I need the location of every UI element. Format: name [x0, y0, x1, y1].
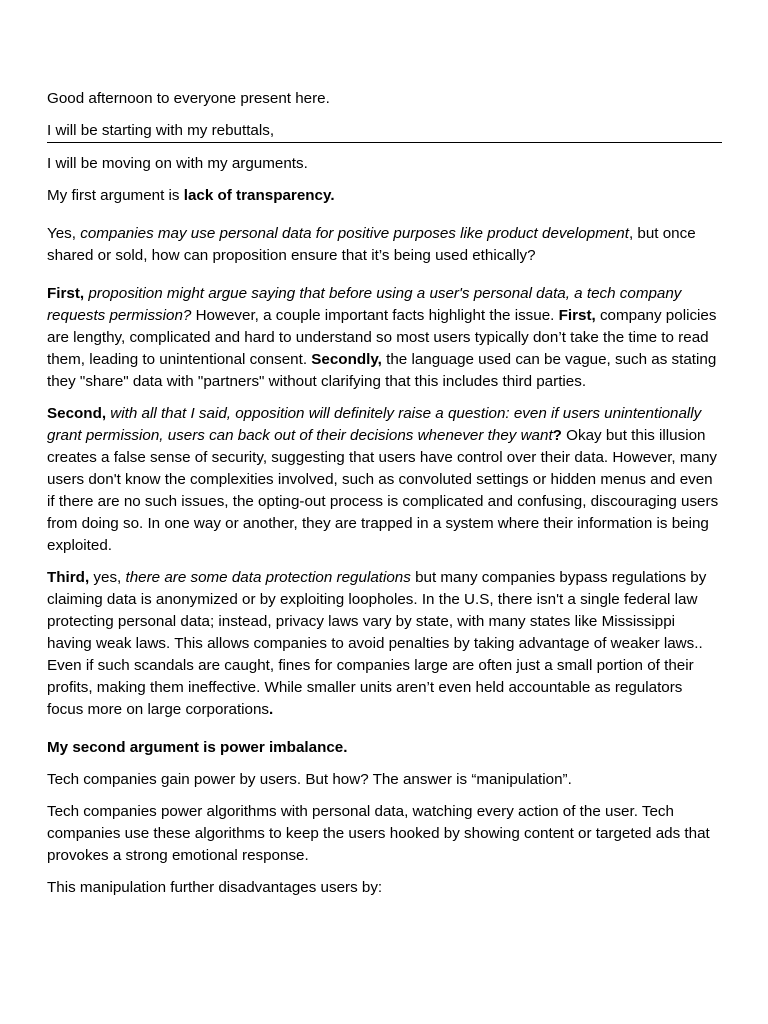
- rebuttals-paragraph: I will be starting with my rebuttals,: [47, 120, 722, 143]
- first-point-paragraph: [47, 283, 722, 393]
- first-argument-heading: [47, 185, 722, 207]
- yes-paragraph: [47, 223, 722, 267]
- second-argument-title: My second argument is power imbalance.: [47, 739, 348, 756]
- third-point-italic: there are some data protection regulations: [125, 569, 411, 586]
- second-point-question-mark: ?: [552, 427, 562, 444]
- yes-lead: Yes,: [47, 225, 81, 242]
- first-argument-lead: My first argument is: [47, 187, 184, 204]
- disadvantages-paragraph: This manipulation further disadvantages users by:: [47, 879, 383, 896]
- secondly-label: Secondly,: [311, 351, 382, 368]
- greeting-paragraph: Good afternoon to everyone present here.: [47, 90, 330, 107]
- second-point-italic: with all that I said, opposition will definitely raise a question: even if users unintentionally grant permission, users can back out of their decisions whenever they want: [47, 405, 702, 444]
- second-argument-heading: [47, 737, 722, 759]
- gain-power-paragraph: Tech companies gain power by users. But how? The answer is “manipulation”.: [47, 771, 572, 788]
- first-point-label: First,: [47, 285, 85, 302]
- first-point-italic: proposition might argue saying that before using a user's personal data, a tech company requests permission?: [47, 285, 682, 324]
- third-point-text-1: but many companies bypass regulations by claiming data is anonymized or by exploiting loopholes. In the U.S, there isn't a single federal law protecting personal data; instead, privacy laws vary by state, with many states like Mississippi having weak laws. This allows companies to avoid penalties by taking advantage of weaker laws.. Even if such scandals are caught, fines for companies large are often just a small portion of their profits, making them ineffective. While smaller units aren’t even held accountable as regulators focus more on large corporations: [47, 569, 707, 718]
- algorithms-paragraph: Tech companies power algorithms with personal data, watching every action of the user. Tech companies use these algorithms to keep the users hooked by showing content or targeted ads that provokes a strong emotional response.: [47, 803, 710, 864]
- document-page: [47, 88, 722, 899]
- second-point-label: Second,: [47, 405, 107, 422]
- third-point-period: .: [269, 701, 274, 718]
- third-point-label: Third,: [47, 569, 90, 586]
- first-point-text-2: company policies are lengthy, complicated and hard to understand so most users typically don’t take the time to read them, leading to unintentional consent.: [47, 307, 717, 368]
- third-point-text-0: yes,: [89, 569, 126, 586]
- arguments-intro-paragraph: I will be moving on with my arguments.: [47, 155, 308, 172]
- first-point-sub-label: First,: [558, 307, 596, 324]
- first-point-text-1: However, a couple important facts highlight the issue.: [191, 307, 559, 324]
- yes-rest: , but once shared or sold, how can proposition ensure that it’s being used ethically?: [47, 225, 696, 264]
- second-point-paragraph: [47, 403, 722, 557]
- first-point-text-3: the language used can be vague, such as stating they "share" data with "partners" without clarifying that this includes third parties.: [47, 351, 717, 390]
- second-point-text: Okay but this illusion creates a false sense of security, suggesting that users have control over their data. However, many users don't know the complexities involved, such as convoluted settings or hidden menus and even if there are no such issues, the opting-out process is complicated and confusing, discouraging users from doing so. In one way or another, they are trapped in a system where their information is being exploited.: [47, 427, 719, 554]
- first-argument-title: lack of transparency.: [183, 187, 335, 204]
- third-point-paragraph: [47, 567, 722, 721]
- yes-italic: companies may use personal data for positive purposes like product development: [80, 225, 629, 242]
